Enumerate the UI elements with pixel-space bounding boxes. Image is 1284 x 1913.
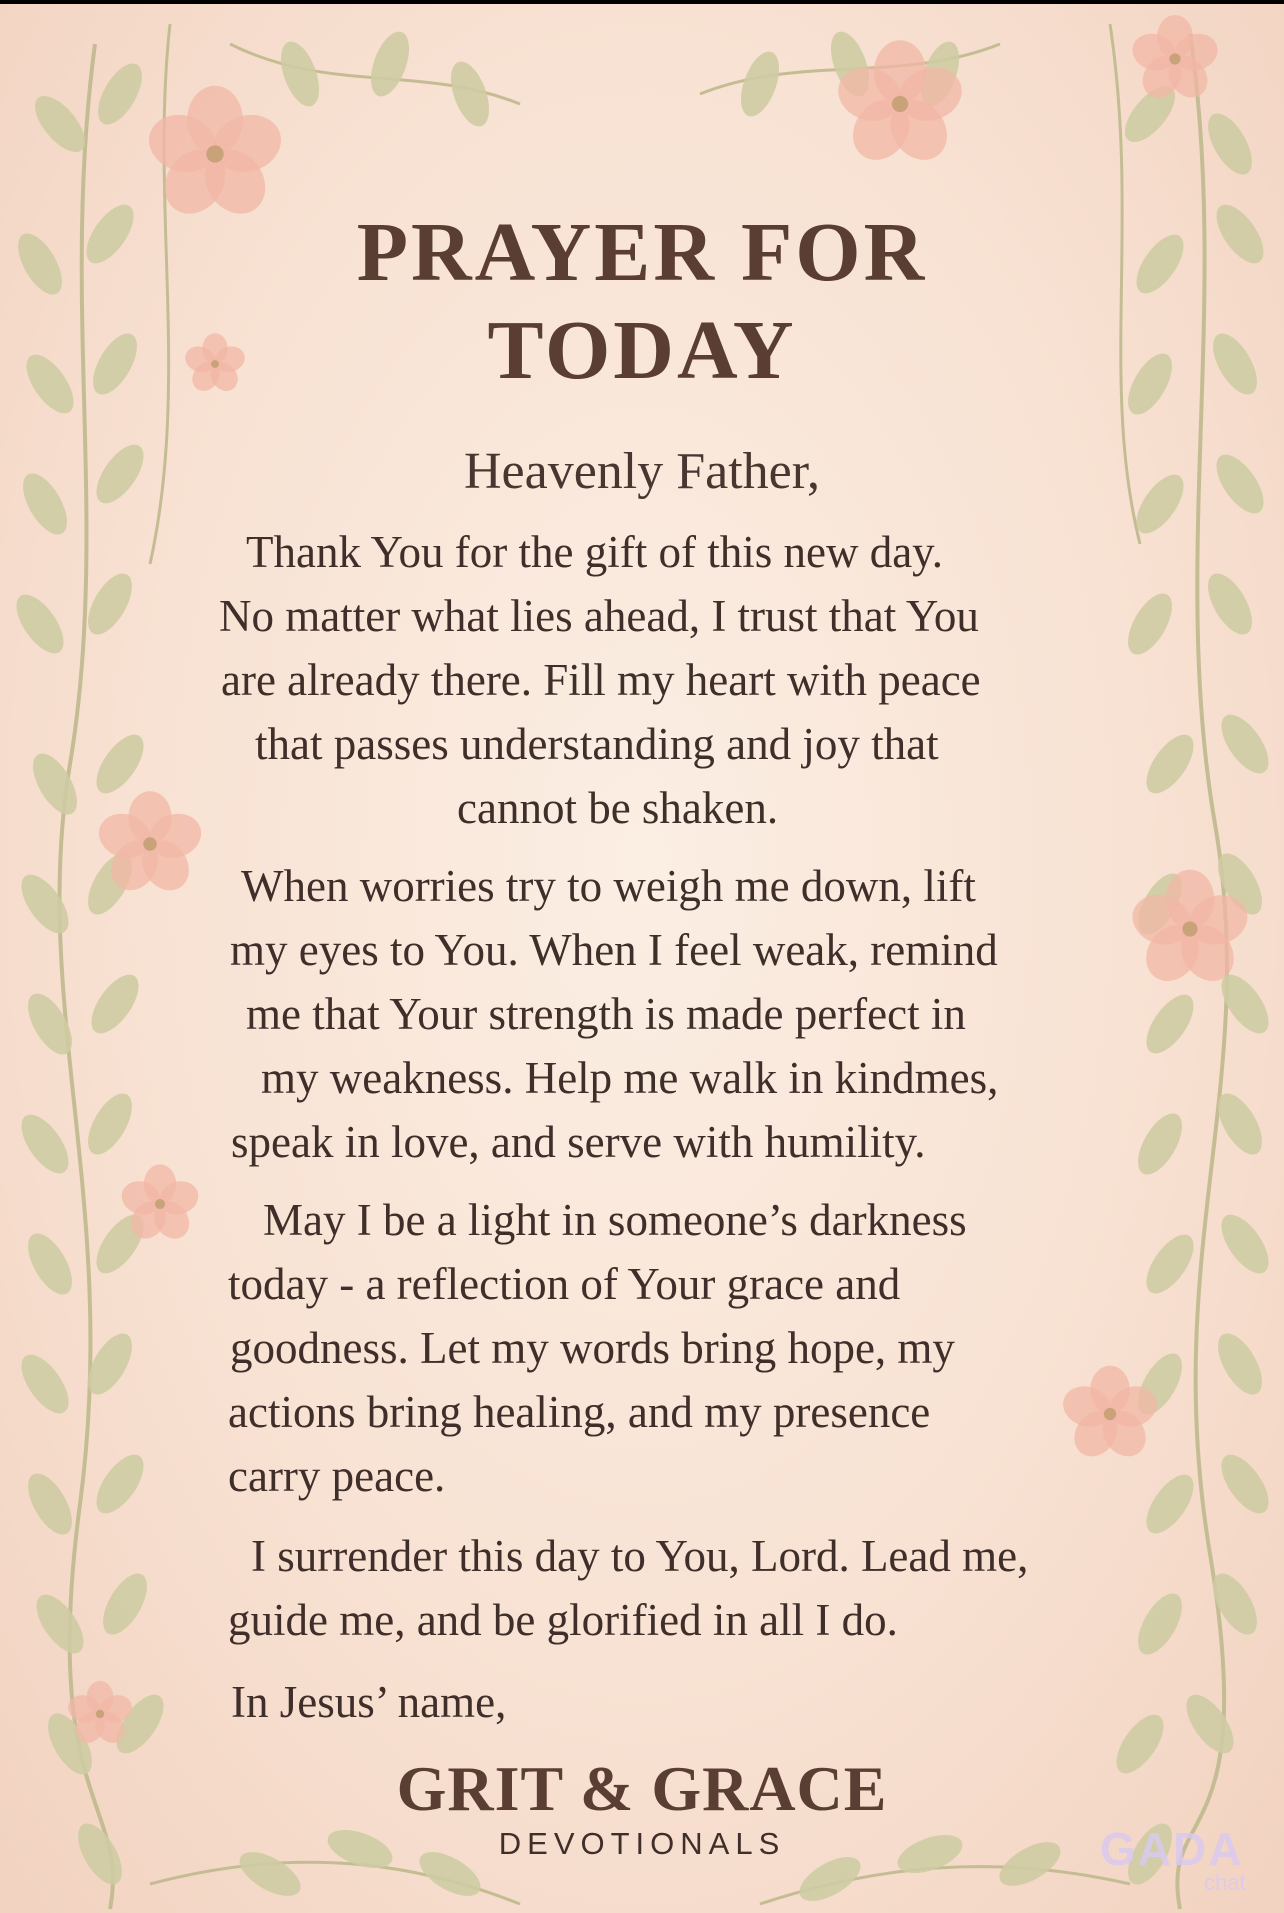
prayer-line: Thank You for the gift of this new day. (246, 527, 943, 577)
leaf-icon (1137, 987, 1202, 1061)
prayer-line: my weakness. Help me walk in kindmes, (261, 1053, 999, 1103)
leaf-icon (363, 27, 416, 102)
prayer-line: cannot be shaken. (457, 783, 779, 833)
prayer-line: are already there. Fill my heart with peace (221, 655, 981, 705)
watermark-sub: chat (1204, 1870, 1246, 1895)
leaf-icon (1137, 1467, 1202, 1541)
prayer-line: my eyes to You. When I feel weak, remind (230, 925, 998, 975)
leaf-icon (19, 1467, 81, 1542)
leaf-icon (27, 1587, 92, 1661)
leaf-icon (12, 1107, 77, 1181)
leaf-icon (1119, 587, 1181, 662)
prayer-line: carry peace. (228, 1451, 446, 1501)
leaf-icon (79, 1087, 141, 1162)
leaf-icon (12, 1347, 77, 1421)
leaf-icon (1212, 1207, 1277, 1281)
leaf-icon (1137, 1227, 1202, 1301)
prayer-line: I surrender this day to You, Lord. Lead me, (251, 1531, 1029, 1581)
brand-name: GRIT & GRACE (396, 1753, 888, 1824)
prayer-card (0, 4, 1284, 1913)
leaf-icon (89, 57, 151, 132)
prayer-line: me that Your strength is made perfect in (246, 989, 966, 1039)
leaf-icon (1199, 567, 1261, 642)
leaf-icon (7, 587, 72, 661)
brand-subtitle: DEVOTIONALS (498, 1826, 786, 1861)
leaf-icon (273, 37, 326, 112)
prayer-line: actions bring healing, and my presence (228, 1387, 931, 1437)
leaf-icon (19, 987, 81, 1062)
title-line-1: PRAYER FOR (356, 206, 928, 299)
leaf-icon (733, 47, 786, 122)
prayer-line: guide me, and be glorified in all I do. (228, 1595, 898, 1645)
closing-line: In Jesus’ name, (231, 1677, 507, 1727)
leaf-icon (24, 747, 86, 822)
leaf-icon (12, 867, 77, 941)
leaf-icon (82, 967, 147, 1041)
title-line-2: TODAY (487, 304, 797, 397)
leaf-icon (1199, 107, 1261, 182)
prayer-line: today - a reflection of Your grace and (228, 1259, 901, 1309)
leaf-icon (1129, 1107, 1191, 1182)
prayer-line: speak in love, and serve with humility. (231, 1117, 926, 1167)
prayer-line: When worries try to weigh me down, lift (241, 861, 976, 911)
prayer-line: No matter what lies ahead, I trust that You (219, 591, 979, 641)
leaf-icon (87, 1447, 152, 1521)
leaf-icon (1212, 1447, 1277, 1521)
prayer-line: goodness. Let my words bring hope, my (230, 1323, 955, 1373)
leaf-icon (79, 567, 141, 642)
prayer-line: May I be a light in someone’s darkness (263, 1195, 967, 1245)
prayer-line: that passes understanding and joy that (255, 719, 939, 769)
leaf-icon (19, 1227, 81, 1302)
leaf-icon (87, 727, 152, 801)
watermark-logo: GADA (1100, 1823, 1244, 1875)
leaf-icon (1177, 1687, 1242, 1761)
page-title (0, 204, 1284, 400)
leaf-icon (1137, 727, 1202, 801)
leaf-icon (1212, 707, 1277, 781)
leaf-icon (94, 1567, 156, 1642)
greeting: Heavenly Father, (463, 443, 820, 500)
leaf-icon (1209, 1327, 1271, 1402)
blossom-icon (1128, 15, 1223, 105)
leaf-icon (1129, 1587, 1191, 1662)
